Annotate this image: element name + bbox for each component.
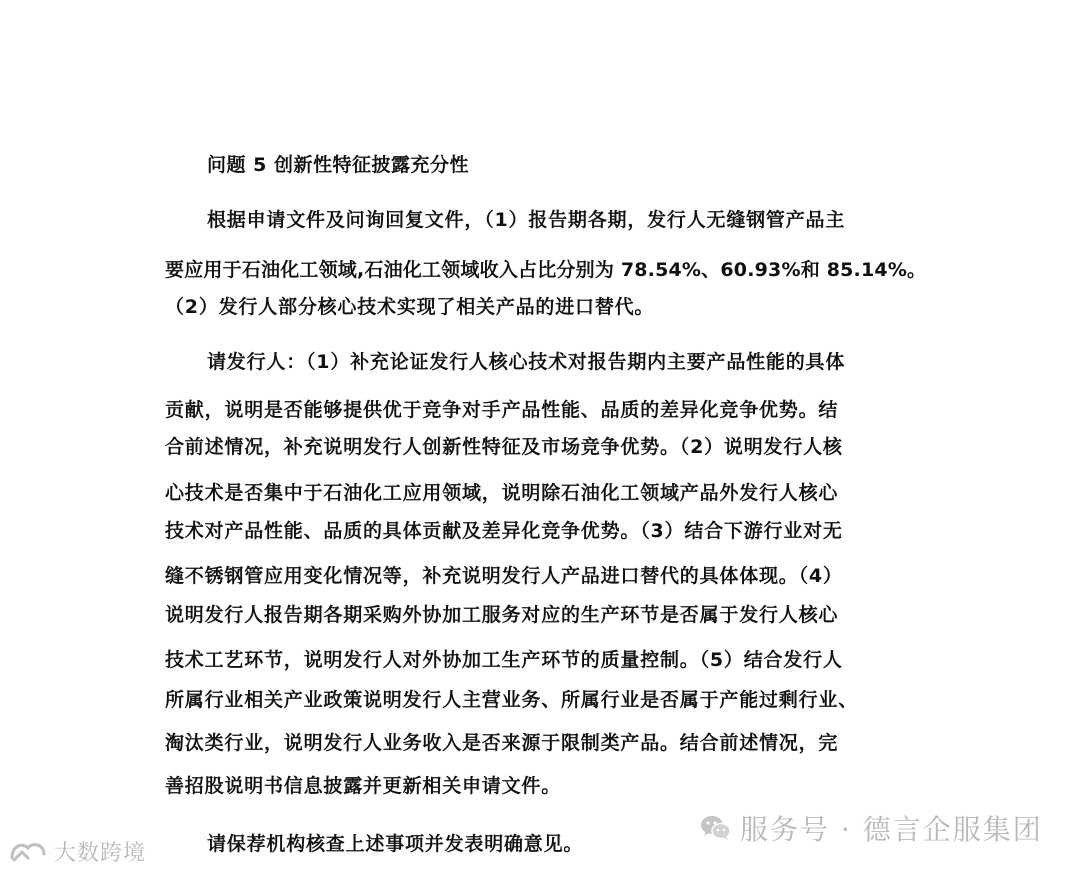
paragraph-3-line-1: 请保荐机构核查上述事项并发表明确意见。 — [207, 833, 584, 855]
paragraph-2-line-6: 缝不锈钢管应用变化情况等，补充说明发行人产品进口替代的具体体现。（4） — [165, 565, 843, 587]
paragraph-2-line-2: 贡献，说明是否能够提供优于竞争对手产品性能、品质的差异化竞争优势。结 — [165, 399, 839, 421]
wechat-icon — [700, 814, 732, 842]
paragraph-2-line-10: 淘汰类行业，说明发行人业务收入是否来源于限制类产品。结合前述情况，完 — [165, 732, 839, 754]
paragraph-2-line-9: 所属行业相关产业政策说明发行人主营业务、所属行业是否属于产能过剩行业、 — [165, 689, 859, 711]
paragraph-2-line-3: 合前述情况，补充说明发行人创新性特征及市场竞争优势。（2）说明发行人核 — [165, 436, 843, 458]
paragraph-2-line-11: 善招股说明书信息披露并更新相关申请文件。 — [165, 775, 562, 797]
paragraph-2-line-1: 请发行人：（1）补充论证发行人核心技术对报告期内主要产品性能的具体 — [207, 351, 846, 373]
watermark-brand — [8, 834, 146, 868]
paragraph-1-line-3: （2）发行人部分核心技术实现了相关产品的进口替代。 — [165, 296, 655, 318]
watermark-service-account — [700, 808, 1043, 848]
paragraph-2-line-4: 心技术是否集中于石油化工应用领域，说明除石油化工领域产品外发行人核心 — [165, 482, 839, 504]
paragraph-1-line-1: 根据申请文件及问询回复文件，（1）报告期各期，发行人无缝钢管产品主 — [207, 209, 846, 231]
paragraph-1-line-2: 要应用于石油化工领域,石油化工领域收入占比分别为 78.54%、60.93%和 85.14%。 — [165, 259, 927, 281]
brand-logo-icon — [8, 836, 50, 866]
section-heading: 问题 5 创新性特征披露充分性 — [207, 154, 469, 176]
paragraph-2-line-7: 说明发行人报告期各期采购外协加工服务对应的生产环节是否属于发行人核心 — [165, 604, 839, 626]
watermark-right-text: 服务号 · 德言企服集团 — [740, 813, 1043, 846]
paragraph-2-line-8: 技术工艺环节，说明发行人对外协加工生产环节的质量控制。（5）结合发行人 — [165, 649, 843, 671]
paragraph-2-line-5: 技术对产品性能、品质的具体贡献及差异化竞争优势。（3）结合下游行业对无 — [165, 520, 843, 542]
watermark-left-text: 大数跨境 — [54, 840, 147, 866]
